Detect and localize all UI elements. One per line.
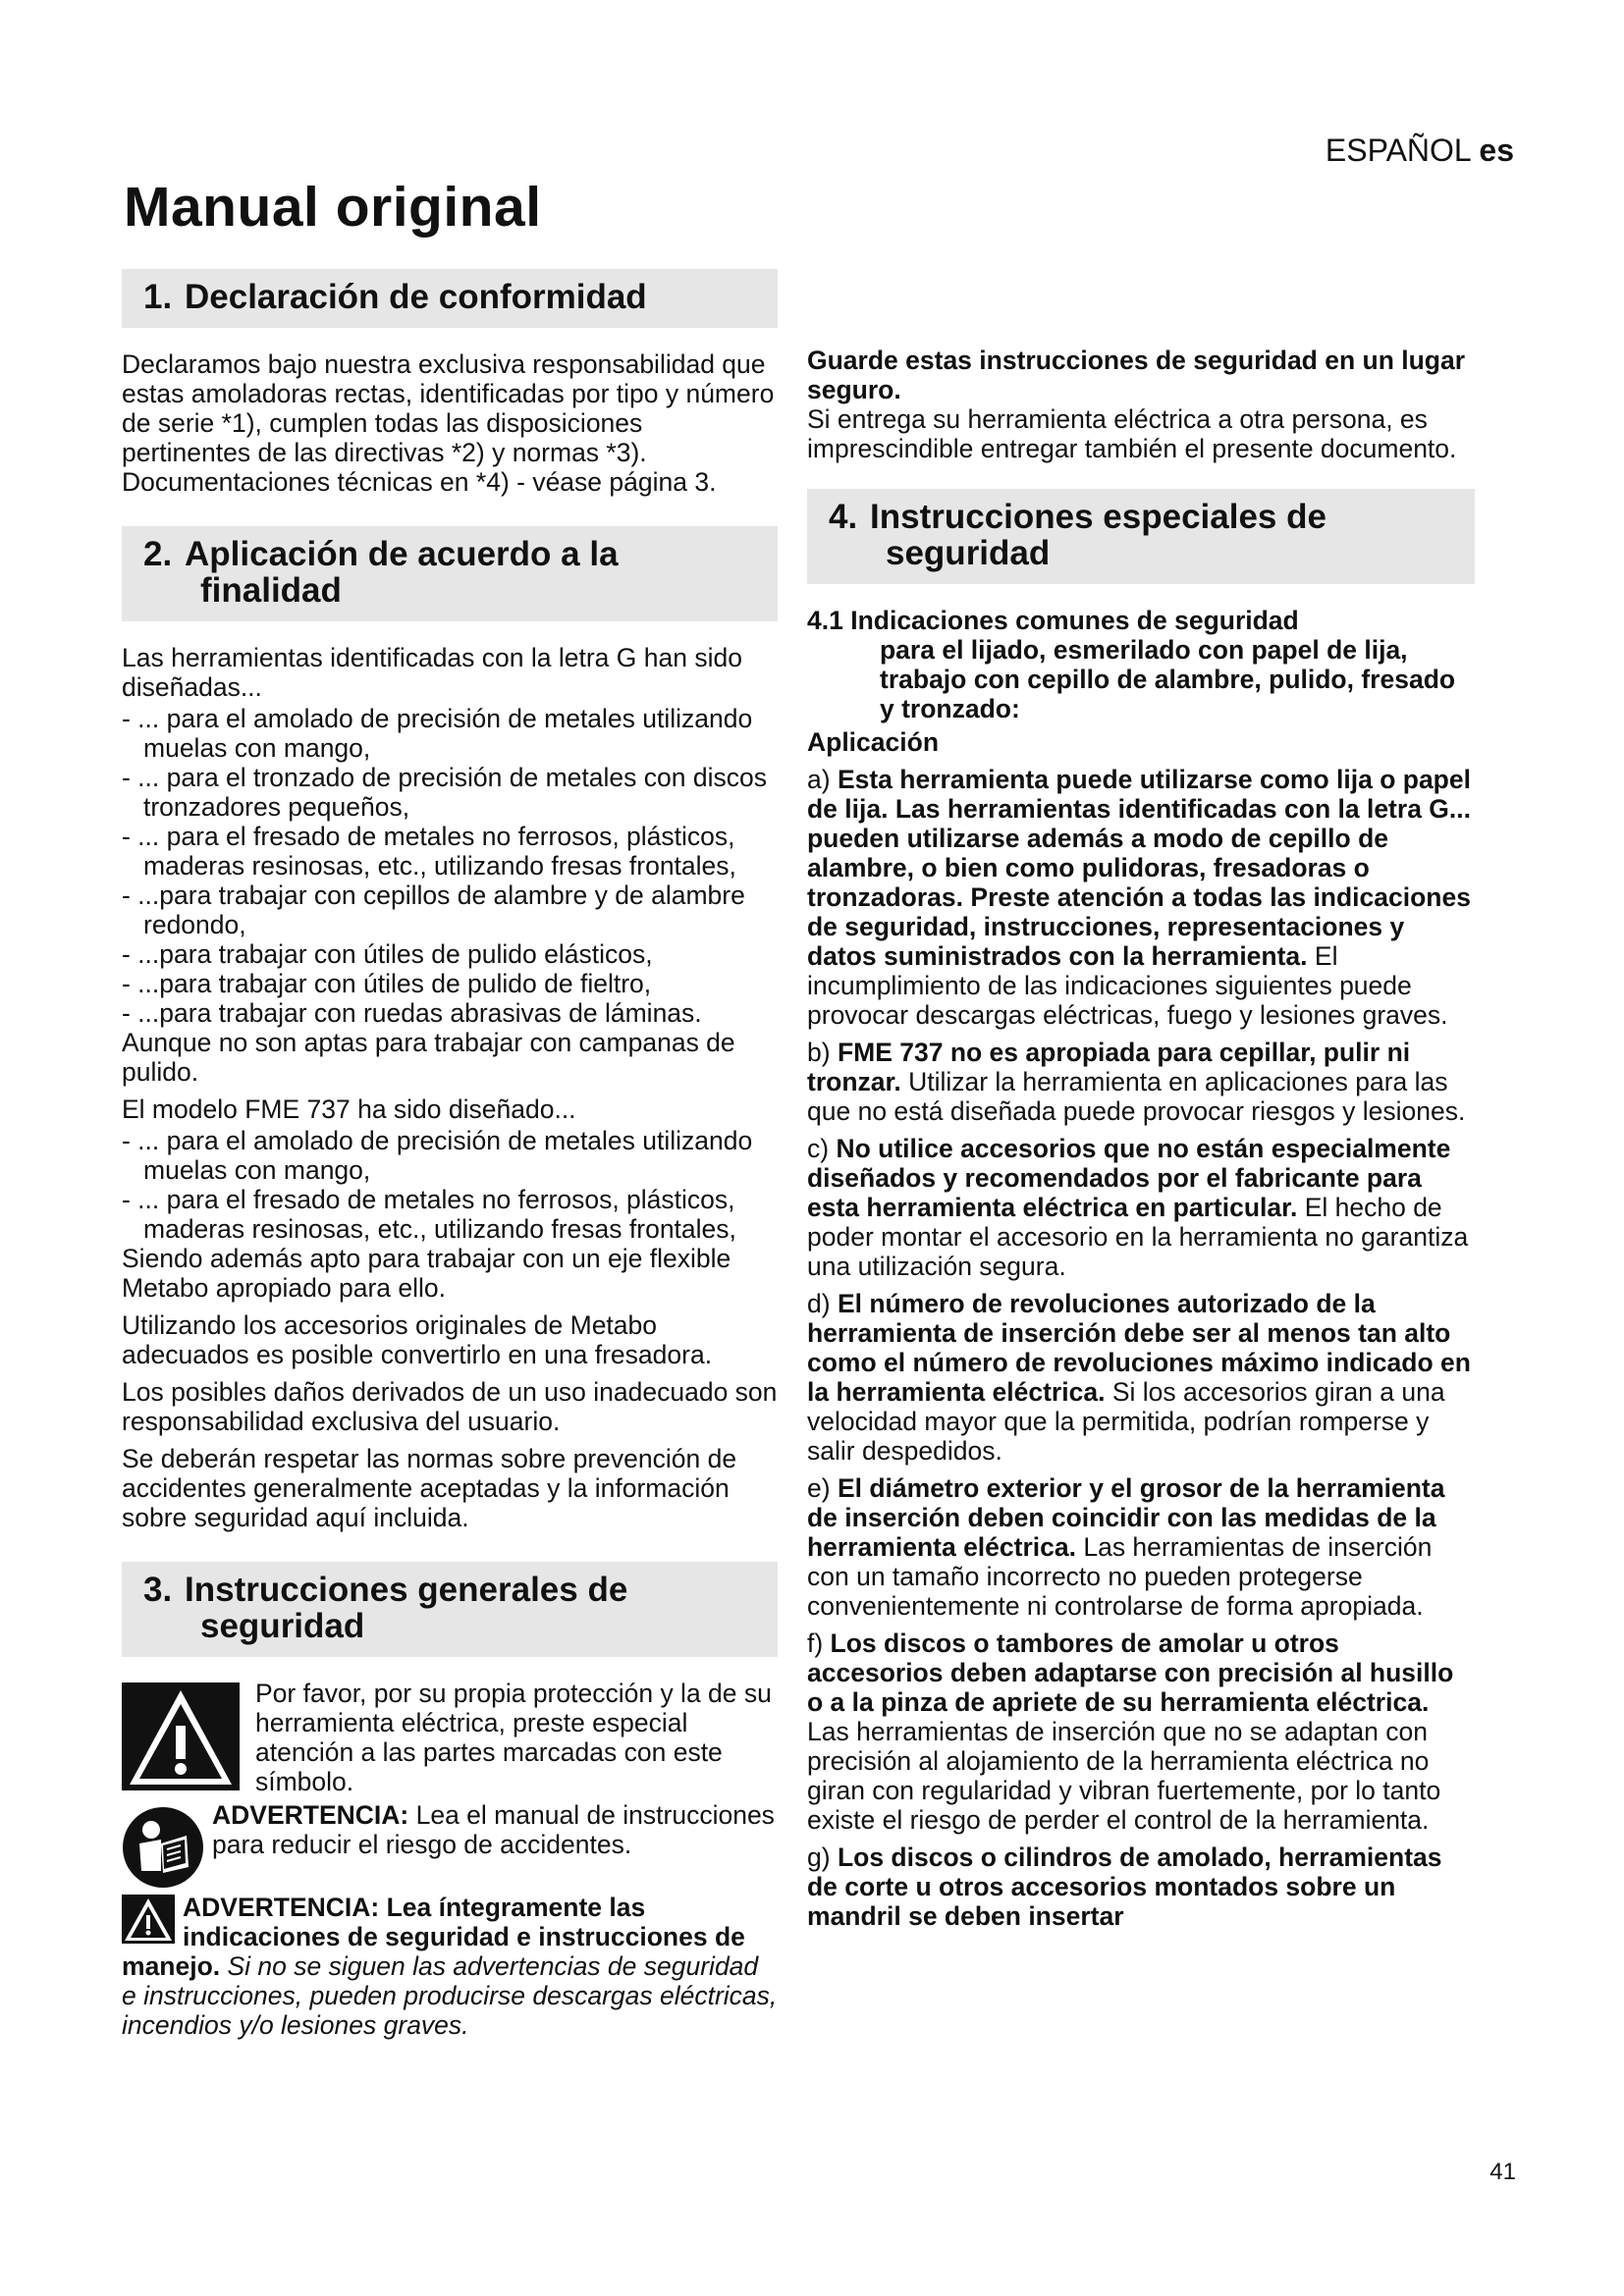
safety-item-c: c) No utilice accesorios que no están especialmente diseñados y recomendados por el fabricante para esta herramienta eléctrica en particular. El hecho de poder montar el accesorio en la herramienta no garantiza una utilización segura. bbox=[807, 1134, 1469, 1281]
section-1-heading: 1. Declaración de conformidad bbox=[122, 269, 778, 328]
section-3-heading: 3. Instrucciones generales de seguridad bbox=[122, 1562, 778, 1657]
list-item: - ... para el amolado de precisión de metales utilizando muelas con mango, bbox=[122, 704, 753, 763]
page-number: 41 bbox=[1489, 2159, 1516, 2185]
language-name: ESPAÑOL bbox=[1325, 133, 1471, 168]
section-2-model: El modelo FME 737 ha sido diseñado... bbox=[122, 1095, 576, 1124]
list-item: - ...para trabajar con útiles de pulido de fieltro, bbox=[122, 969, 652, 998]
section-4-heading: 4. Instrucciones especiales de seguridad bbox=[807, 489, 1475, 584]
aplicacion-label: Aplicación bbox=[807, 727, 940, 757]
safety-item-e: e) El diámetro exterior y el grosor de la herramienta de inserción deben coincidir con las medidas de la herramienta eléctrica. Las herramientas de inserción con un tamaño incorrecto no pueden protegerse convenientemente ni controlarse de forma apropiada. bbox=[807, 1473, 1445, 1621]
section-2-accesorios: Utilizando los accesorios originales de Metabo adecuados es posible convertirlo en una fresadora. bbox=[122, 1310, 713, 1369]
safety-item-a: a) Esta herramienta puede utilizarse como lija o papel de lija. Las herramientas identificadas con la letra G... pueden utilizarse además a modo de cepillo de alambre, o bien como pulidoras, fresadoras o tronzadoras. Preste atención a todas las indicaciones de seguridad, instrucciones, representaciones y datos suministrados con la herramienta. El incumplimiento de las indicaciones siguientes puede provocar descargas eléctricas, fuego y lesiones graves. bbox=[807, 765, 1471, 1030]
warning-symbol-row bbox=[122, 1679, 778, 1796]
keep-instructions-bold: Guarde estas instrucciones de seguridad en un lugar seguro. bbox=[807, 346, 1466, 404]
right-column bbox=[807, 269, 1475, 1939]
list-item: - ... para el amolado de precisión de metales utilizando muelas con mango, bbox=[122, 1126, 753, 1185]
warning-symbol-text: Por favor, por su propia protección y la de su herramienta eléctrica, preste especial atención a las partes marcadas con este símbolo. bbox=[255, 1679, 772, 1796]
safety-item-g: g) Los discos o cilindros de amolado, herramientas de corte u otros accesorios montados sobre un mandril se deben insertar bbox=[807, 1842, 1442, 1931]
read-manual-text: ADVERTENCIA: Lea el manual de instrucciones para reducir el riesgo de accidentes. bbox=[212, 1800, 775, 1859]
warning-triangle-small-icon bbox=[122, 1895, 175, 1944]
list-item: - ...para trabajar con ruedas abrasivas de láminas. bbox=[122, 998, 702, 1028]
list-item: - ... para el fresado de metales no ferrosos, plásticos, maderas resinosas, etc., utilizando fresas frontales, bbox=[122, 822, 736, 881]
section-2-normas: Se deberán respetar las normas sobre prevención de accidentes generalmente aceptadas y la información sobre seguridad aquí incluida. bbox=[122, 1444, 737, 1532]
safety-item-f: f) Los discos o tambores de amolar u otros accesorios deben adaptarse con precisión al husillo o a la pinza de apriete de su herramienta eléctrica. Las herramientas de inserción que no se adaptan con precisión al alojamiento de la herramienta eléctrica no giran con regularidad y vibran fuertemente, por lo tanto existe el riesgo de perder el control de la herramienta. bbox=[807, 1629, 1454, 1835]
section-2-campanas: Aunque no son aptas para trabajar con campanas de pulido. bbox=[122, 1028, 735, 1087]
list-item: - ...para trabajar con cepillos de alambre y de alambre redondo, bbox=[122, 881, 745, 939]
list-item: - ...para trabajar con útiles de pulido elásticos, bbox=[122, 939, 653, 969]
read-manual-icon bbox=[122, 1806, 204, 1889]
language-code: es bbox=[1479, 133, 1514, 168]
language-label bbox=[1326, 133, 1514, 169]
list-item: - ... para el fresado de metales no ferrosos, plásticos, maderas resinosas, etc., utilizando fresas frontales, bbox=[122, 1185, 736, 1244]
read-manual-row bbox=[122, 1800, 778, 1889]
full-warning-paragraph: ADVERTENCIA: Lea íntegramente las indicaciones de seguridad e instrucciones de manejo. Si no se siguen las advertencias de seguridad e instrucciones, pueden producirse descargas eléctricas, incendios y/o lesiones graves. bbox=[122, 1893, 778, 2040]
safety-item-d: d) El número de revoluciones autorizado de la herramienta de inserción debe ser al menos tan alto como el número de revoluciones máximo indicado en la herramienta eléctrica. Si los accesorios giran a una velocidad mayor que la permitida, podrían romperse y salir despedidos. bbox=[807, 1289, 1471, 1466]
section-2-intro: Las herramientas identificadas con la letra G han sido diseñadas... bbox=[122, 643, 742, 702]
section-2-danos: Los posibles daños derivados de un uso inadecuado son responsabilidad exclusiva del usuario. bbox=[122, 1377, 778, 1436]
section-2-heading: 2. Aplicación de acuerdo a la finalidad bbox=[122, 526, 778, 621]
page-title: Manual original bbox=[124, 176, 542, 239]
warning-triangle-icon bbox=[122, 1682, 240, 1790]
keep-instructions-text: Si entrega su herramienta eléctrica a otra persona, es imprescindible entregar también el presente documento. bbox=[807, 404, 1457, 463]
list-item: - ... para el tronzado de precisión de metales con discos tronzadores pequeños, bbox=[122, 763, 767, 822]
section-1-body: Declaramos bajo nuestra exclusiva responsabilidad que estas amoladoras rectas, identificadas por tipo y número de serie *1), cumplen todas las disposiciones pertinentes de las directivas *2) y normas *3). Documentaciones técnicas en *4) - véase página 3. bbox=[122, 349, 775, 497]
subsection-4-1-heading: 4.1 Indicaciones comunes de seguridad para el lijado, esmerilado con papel de lija, trabajo con cepillo de alambre, pulido, fresado y tronzado: bbox=[807, 606, 1456, 723]
left-column bbox=[122, 269, 778, 2040]
section-2-eje: Siendo además apto para trabajar con un eje flexible Metabo apropiado para ello. bbox=[122, 1244, 731, 1303]
safety-item-b: b) FME 737 no es apropiada para cepillar, pulir ni tronzar. Utilizar la herramienta en aplicaciones para las que no está diseñada puede provocar riesgos y lesiones. bbox=[807, 1038, 1466, 1126]
